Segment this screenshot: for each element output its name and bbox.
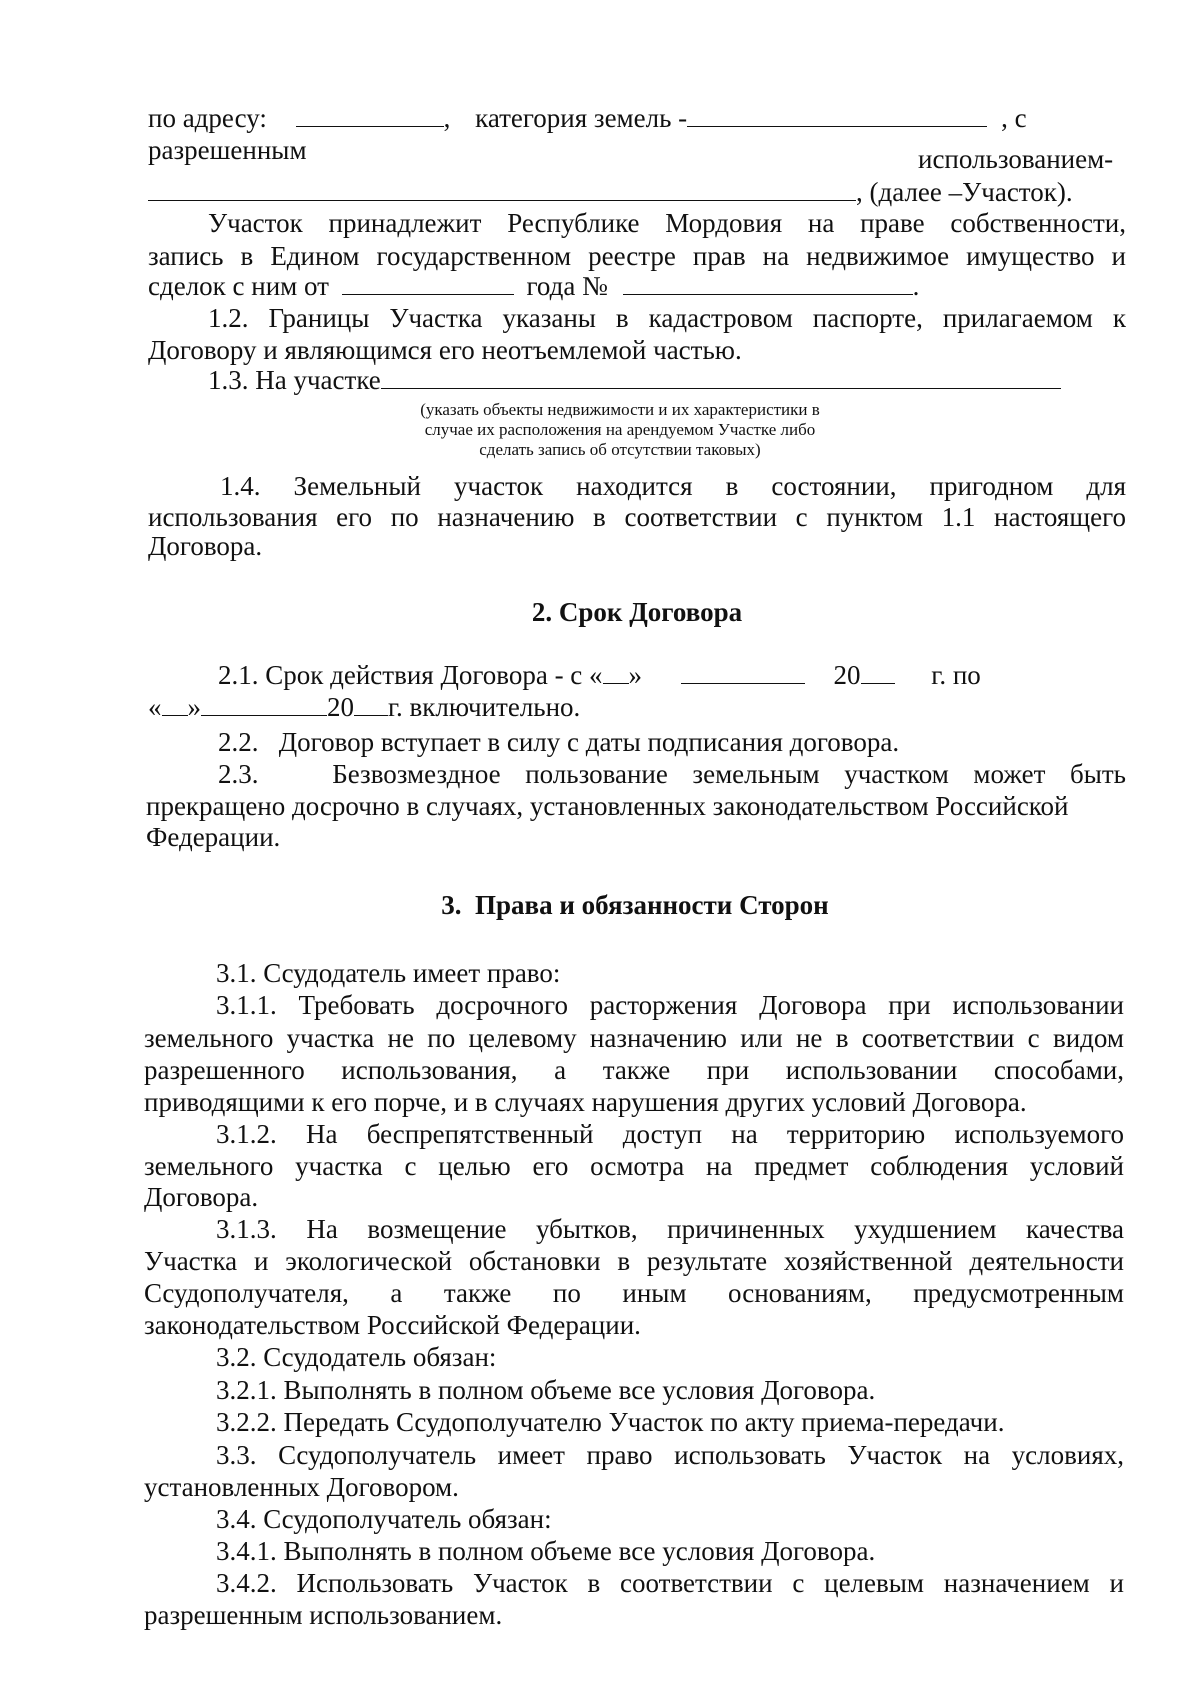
clause-3-2-1: 3.2.1. Выполнять в полном объеме все условия Договора. <box>216 1375 876 1405</box>
clause-3-4: 3.4. Ссудополучатель обязан: <box>216 1504 552 1534</box>
end-month-blank <box>201 693 327 716</box>
registry-date-blank <box>342 272 514 295</box>
clause-3-1-1-line-1: 3.1.1. Требовать досрочного расторжения Договора при использовании <box>216 990 1124 1020</box>
clause-3-1-3-line-3: Ссудополучателя, а также по иным основаниям, предусмотренным <box>144 1278 1124 1308</box>
clause-1-2-line-1: 1.2. Границы Участка указаны в кадастровом паспорте, прилагаемом к <box>208 303 1126 333</box>
end-day-blank <box>162 693 188 716</box>
clause-1-3-hint-2: случае их расположения на арендуемом Участке либо <box>424 420 816 439</box>
clause-1-2-line-2: Договору и являющимся его неотъемлемой частью. <box>148 335 742 365</box>
clause-2-3-line-1: 2.3. Безвозмездное пользование земельным участком может быть <box>218 759 1126 789</box>
clause-2-1-line-2: « » 20 г. включительно. <box>148 692 581 722</box>
category-blank <box>687 104 987 127</box>
clause-2-1-line-1: 2.1. Срок действия Договора - с « » 20 г. по <box>218 660 981 690</box>
category-label: категория земель - <box>475 103 688 133</box>
permitted-use-right: использованием- <box>918 144 1114 174</box>
end-year-blank <box>354 693 388 716</box>
use-blank <box>148 178 856 201</box>
clause-3-3-line-2: установленных Договором. <box>144 1472 459 1502</box>
clause-3-2-2: 3.2.2. Передать Ссудополучателю Участок по акту приема-передачи. <box>216 1407 1005 1437</box>
start-month-blank <box>681 661 805 684</box>
start-year-blank <box>861 661 895 684</box>
parcel-line: , (далее –Участок). <box>148 176 1073 208</box>
permitted-use-left: разрешенным <box>148 135 307 165</box>
clause-3-1-2-line-1: 3.1.2. На беспрепятственный доступ на территорию используемого <box>216 1119 1124 1149</box>
clause-3-1-3-line-4: законодательством Российской Федерации. <box>144 1310 641 1340</box>
clause-1-3-hint-1: (указать объекты недвижимости и их характеристики в <box>420 400 820 419</box>
start-day-blank <box>603 661 629 684</box>
clause-3-1-3-line-2: Участка и экологической обстановки в результате хозяйственной деятельности <box>144 1246 1124 1276</box>
section-2-heading: 2. Срок Договора <box>531 597 743 627</box>
clause-3-1-2-line-2: земельного участка с целью его осмотра на предмет соблюдения условий <box>144 1151 1124 1181</box>
ownership-line-3: сделок с ним от года № . <box>148 271 920 301</box>
clause-2-2: 2.2. Договор вступает в силу с даты подписания договора. <box>218 727 900 757</box>
clause-3-4-1: 3.4.1. Выполнять в полном объеме все условия Договора. <box>216 1536 876 1566</box>
registry-number-blank <box>623 272 913 295</box>
address-blank <box>296 104 444 127</box>
clause-3-2: 3.2. Ссудодатель обязан: <box>216 1342 497 1372</box>
clause-1-4-line-1: 1.4. Земельный участок находится в состоянии, пригодном для <box>220 471 1126 501</box>
clause-3-4-2-line-2: разрешенным использованием. <box>144 1600 503 1630</box>
clause-2-3-line-2: прекращено досрочно в случаях, установленных законодательством Российской <box>146 791 1069 821</box>
clause-3-1: 3.1. Ссудодатель имеет право: <box>216 958 561 988</box>
clause-3-1-2-line-3: Договора. <box>144 1182 259 1212</box>
clause-3-1-3-line-1: 3.1.3. На возмещение убытков, причиненных ухудшением качества <box>216 1214 1124 1244</box>
ownership-line-2: запись в Едином государственном реестре прав на недвижимое имущество и <box>148 241 1126 271</box>
clause-3-1-1-line-4: приводящими к его порче, и в случаях нарушения других условий Договора. <box>144 1087 1027 1117</box>
clause-3-1-1-line-3: разрешенного использования, а также при использовании способами, <box>144 1055 1124 1085</box>
objects-blank <box>381 366 1061 389</box>
clause-1-3-line: 1.3. На участке <box>208 364 1061 396</box>
clause-1-4-line-3: Договора. <box>148 531 263 561</box>
clause-1-3-hint-3: сделать запись об отсутствии таковых) <box>479 440 761 459</box>
clause-1-4-line-2: использования его по назначению в соответствии с пунктом 1.1 настоящего <box>148 502 1126 532</box>
section-3-heading: 3. Права и обязанности Сторон <box>441 890 829 920</box>
address-label: по адресу: <box>148 103 267 133</box>
clause-2-3-line-3: Федерации. <box>146 822 281 852</box>
clause-3-4-2-line-1: 3.4.2. Использовать Участок в соответствии с целевым назначением и <box>216 1568 1124 1598</box>
clause-3-3-line-1: 3.3. Ссудополучатель имеет право использовать Участок на условиях, <box>216 1440 1124 1470</box>
clause-3-1-1-line-2: земельного участка не по целевому назначению или не в соответствии с видом <box>144 1023 1124 1053</box>
address-line: по адресу: , категория земель - , с <box>148 103 1027 133</box>
ownership-line-1: Участок принадлежит Республике Мордовия на праве собственности, <box>208 208 1126 238</box>
